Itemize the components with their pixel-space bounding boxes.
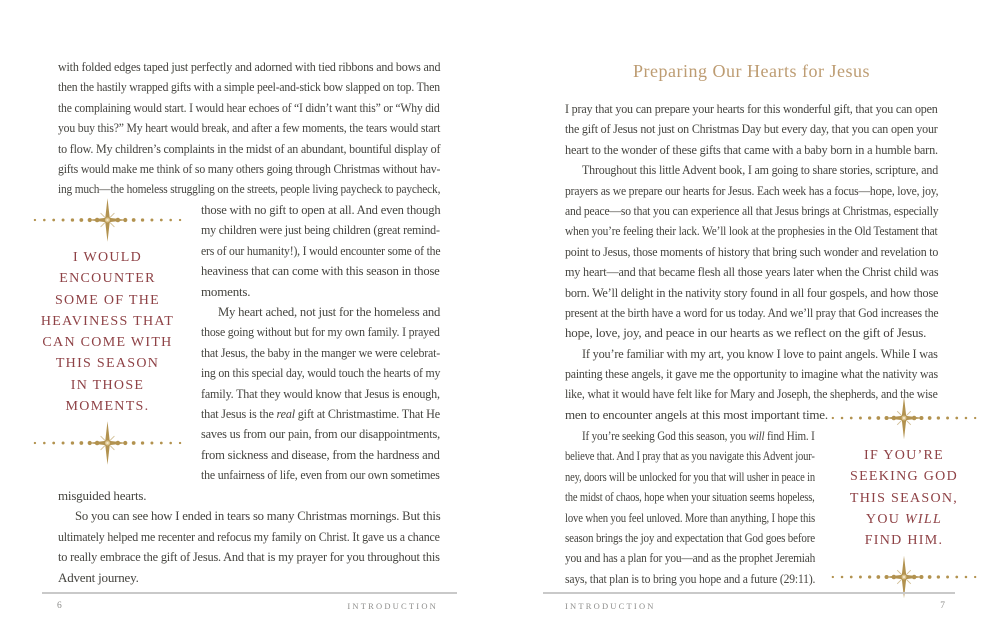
right-body-paragraphs: I pray that you can prepare your hearts for this wonderful gift, that you can open the gift of Jesus not just on Christmas Day but every day, that you can open your heart to the wonder of these gifts that came with a baby born in a humble barn. Throughout this little Advent book, I am going to share stories, scripture, and prayers as we prepare our hearts for Jesus. Each week has a focus—hope, love, joy, and peace—so that you can experience all that Jesus brings at Christmas, especially when you’re feeling their lack. We’ll look at the prophesies in the Old Testament that point to Jesus, those moments of history that bring such wonder and revelation to my heart—and that became flesh all those years later when the Christ child was born. We’ll delight in the nativity story found in all four gospels, and how those present at the birth have a word for us today. And we’ll pray that God increases the hope, love, joy, and peace in our hearts as we reflect on the gift of Jesus. If you’re familiar with my art, you know I love to paint angels. While I was painting these angels, it gave me the opportunity to imagine what the nativity was like, what it would have felt like for Mary and Joseph, the shepherds, and the wise men to encounter angels at this most important time.	[565, 101, 939, 422]
right-pull-quote-text: IF YOU’RE SEEKING GOD THIS SEASON, YOU WILL FIND HIM.	[849, 448, 959, 549]
right-footer-rule	[543, 592, 955, 594]
left-footer-rule	[42, 592, 457, 594]
chapter-heading: Preparing Our Hearts for Jesus	[633, 61, 870, 81]
left-pull-quote	[30, 198, 185, 465]
left-footer	[42, 601, 457, 611]
left-body-wrap-paragraph: those with no gift to open at all. And even though my children were just being children (great remind- ers of our humanity!), I would encounter some of the heaviness that can come with this season in those moments. My heart ached, not just for the homeless and those going without but for my own family. I prayed that Jesus, the baby in the manger we were celebrat- ing on this special day, would touch the hearts of my family. That they would know that Jesus is enough, that Jesus is the real gift at Christmastime. That He saves us from our pain, from our disappointments, from sickness and disease, from the hardness and the unfairness of life, even from our own sometimes	[201, 202, 441, 483]
left-pull-quote-text: I WOULD ENCOUNTER SOME OF THE HEAVINESS THAT CAN COME WITH THIS SEASON IN THOSE MOMENTS.	[40, 250, 175, 415]
right-page-number: 7	[940, 601, 945, 611]
sparkle-star-divider-icon	[30, 421, 185, 465]
right-running-head: INTRODUCTION	[565, 601, 656, 611]
sparkle-star-divider-icon	[828, 396, 980, 440]
right-footer	[543, 601, 955, 611]
left-page-number: 6	[57, 601, 62, 611]
right-body-wrap-paragraph: If you’re seeking God this season, you will find Him. I believe that. And I pray that as you navigate this Advent jour- ney, doors will be unlocked for you that will usher in peace in the midst of chaos, hope when your situation seems hopeless, love when you feel unloved. More than anything, I hope this season brings the joy and expectation that God goes before you and has a plan for you—and as the prophet Jeremiah says, that plan is to bring you hope and a future (29:11).	[565, 428, 816, 586]
sparkle-star-divider-icon	[30, 198, 185, 242]
left-running-head: INTRODUCTION	[347, 601, 438, 611]
left-body-top-paragraph: with folded edges taped just perfectly and adorned with tied ribbons and bows and then the hastily wrapped gifts with a simple peel-and-stick bow slapped on top. Then the complaining would start. I would hear echoes of “I didn’t want this” or “Why did you buy this?” My heart would break, and after a few moments, the tears would start to flow. My children’s complaints in the midst of an abundant, bountiful display of gifts would make me think of so many others going through Christmas without hav- ing much—the homeless struggling on the streets, people living paycheck to paycheck,	[58, 59, 441, 197]
left-body-bottom-paragraph: misguided hearts. So you can see how I ended in tears so many Christmas mornings. But this ultimately helped me recenter and refocus my family on Christ. It gave us a chance to really embrace the gift of Jesus. And that is my prayer for you throughout this Advent journey.	[58, 488, 441, 585]
right-pull-quote	[828, 396, 980, 599]
